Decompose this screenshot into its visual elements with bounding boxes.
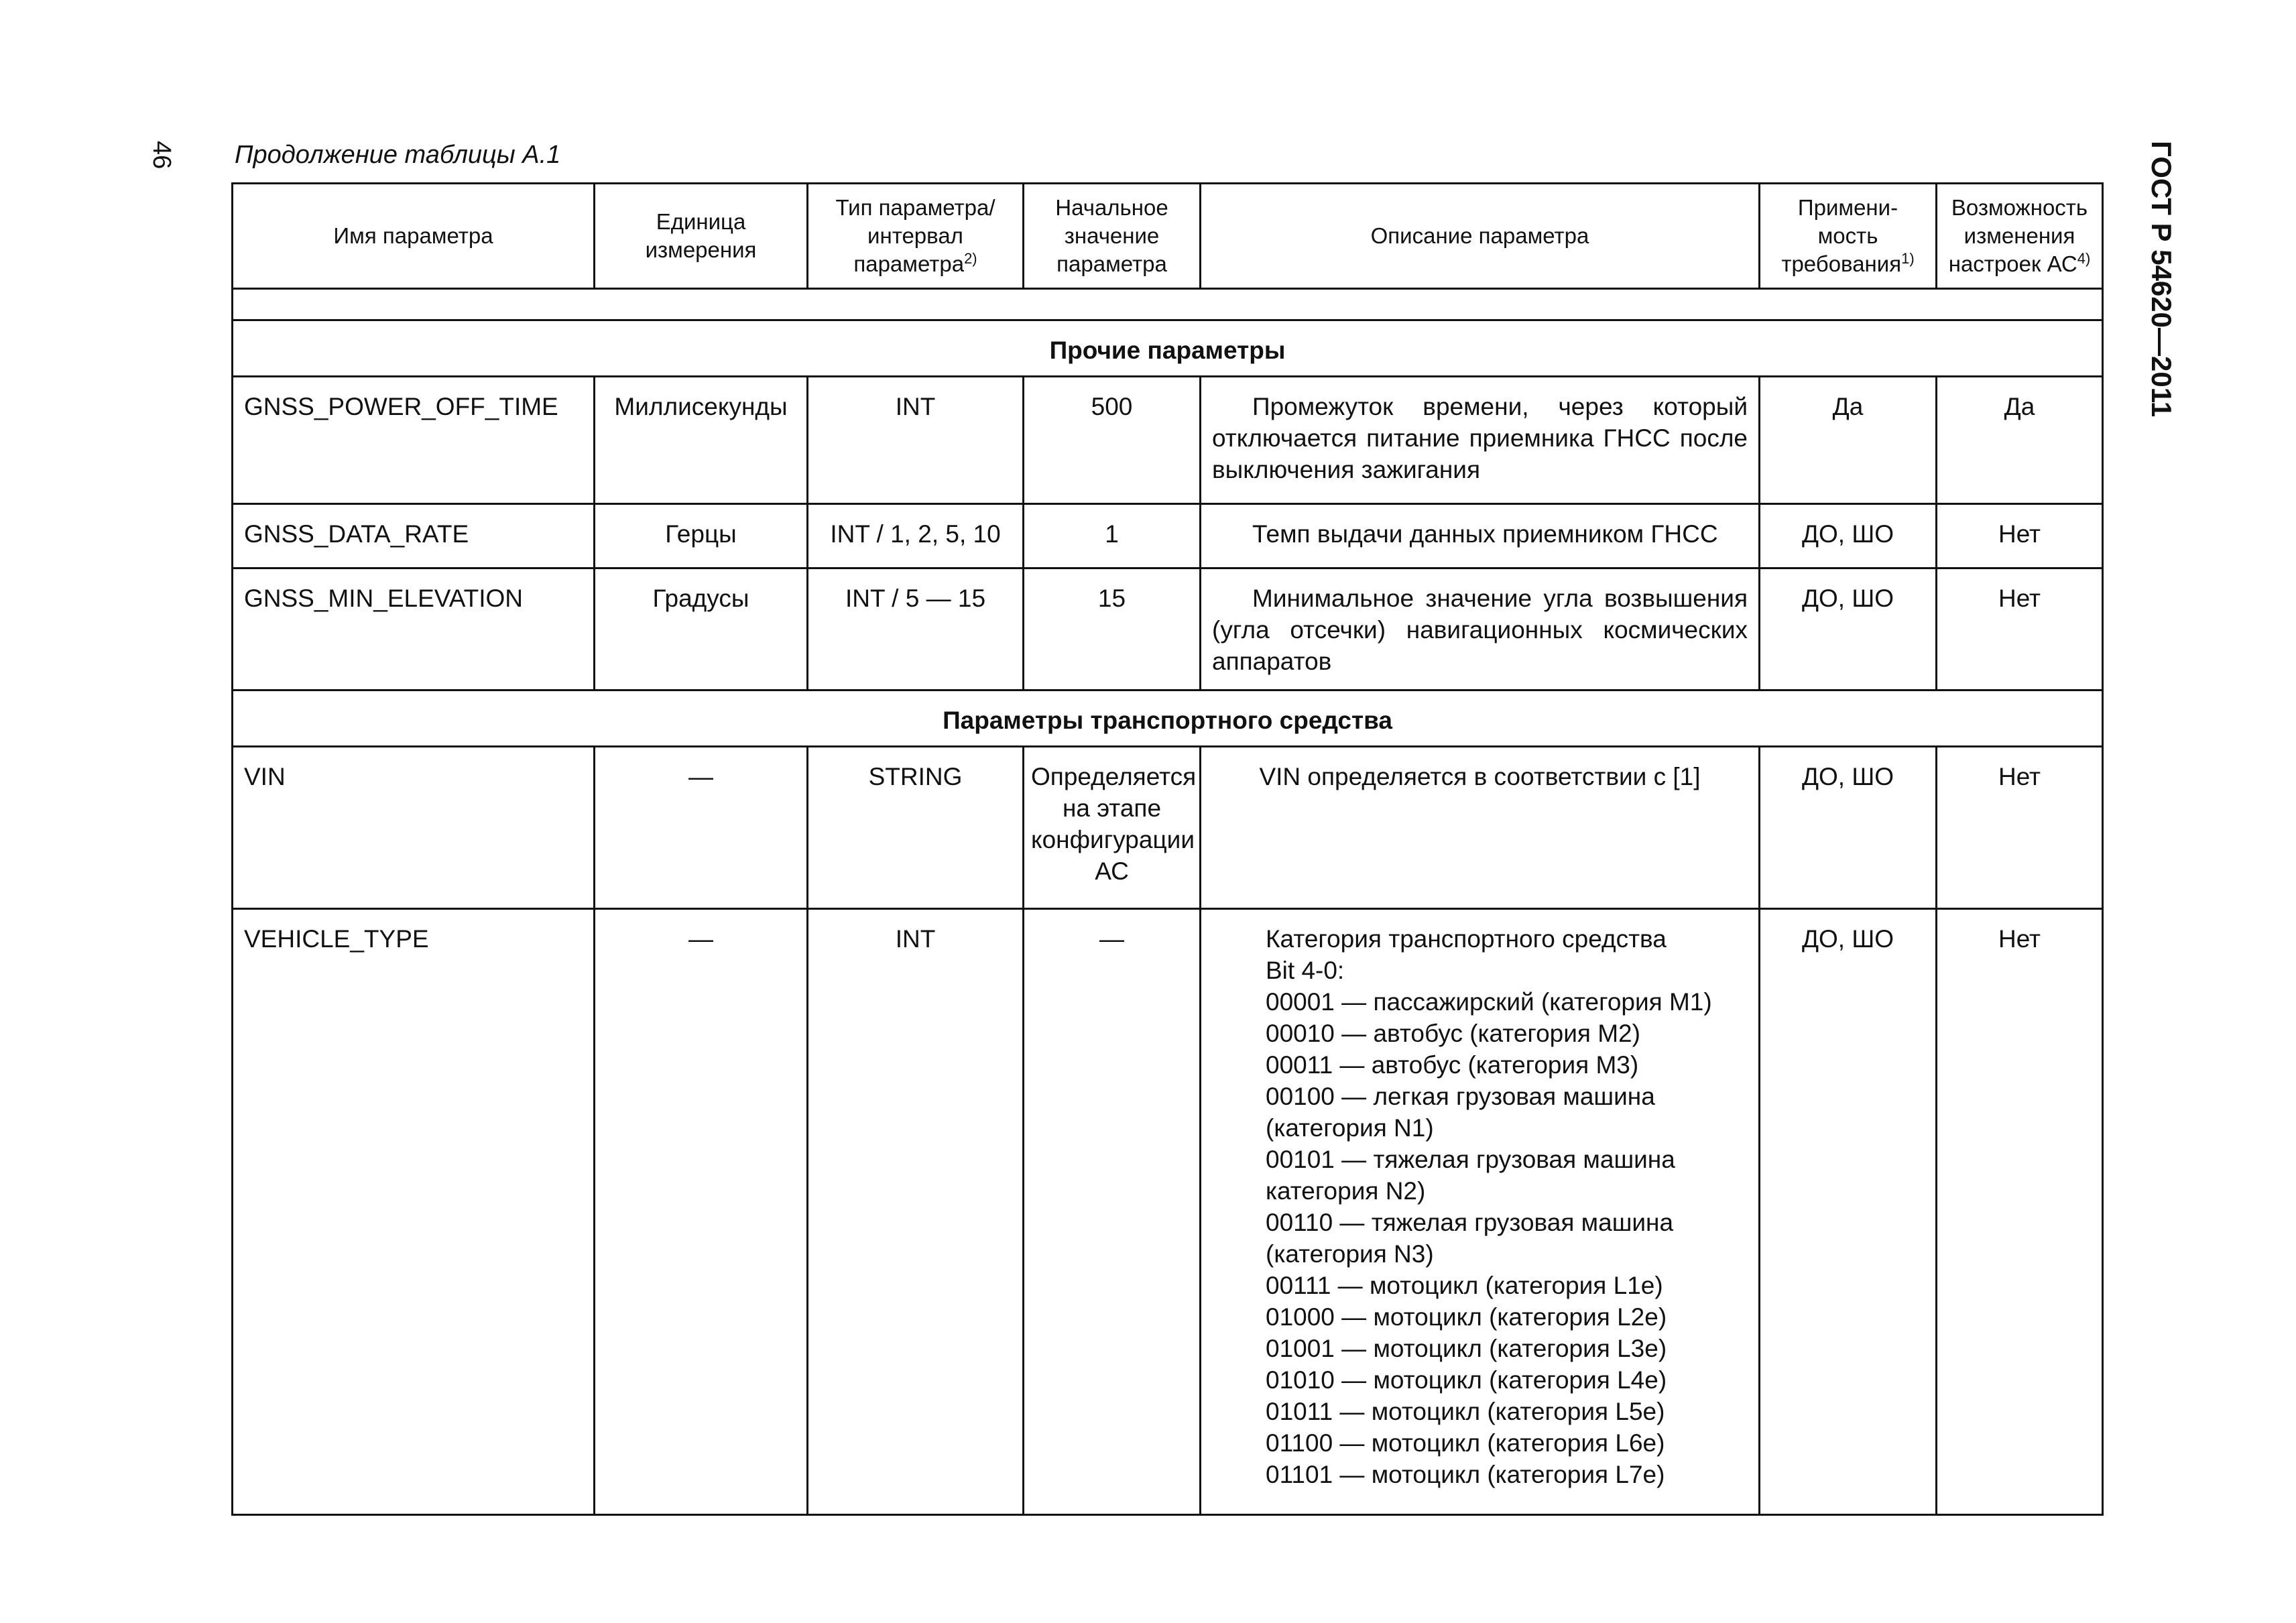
cell-unit: — bbox=[595, 909, 808, 1515]
cell-changeable: Нет bbox=[1937, 909, 2103, 1515]
table-row bbox=[233, 568, 2103, 690]
table-row bbox=[233, 909, 2103, 1515]
cell-changeable: Нет bbox=[1937, 747, 2103, 909]
cell-description: Темп выдачи данных приемником ГНСС bbox=[1201, 504, 1760, 568]
description-line: 00101 — тяжелая грузовая машина категория N2) bbox=[1266, 1146, 1675, 1205]
description-line: 00011 — автобус (категория М3) bbox=[1266, 1051, 1639, 1079]
cell-description: Промежуток времени, через который отключается питание приемника ГНСС после выключения зажигания bbox=[1201, 377, 1760, 504]
header-separator bbox=[233, 289, 2103, 320]
section-row bbox=[233, 690, 2103, 747]
header-description: Описание параметра bbox=[1201, 184, 1760, 289]
header-initial: Начальное значение параметра bbox=[1024, 184, 1201, 289]
parameters-table bbox=[231, 182, 2104, 1516]
description-line: 00001 — пассажирский (категория М1) bbox=[1266, 988, 1712, 1016]
description-line: Категория транспортного средства bbox=[1266, 925, 1667, 953]
cell-applicability: ДО, ШО bbox=[1760, 909, 1937, 1515]
cell-unit: Герцы bbox=[595, 504, 808, 568]
table-row bbox=[233, 747, 2103, 909]
header-name: Имя параметра bbox=[233, 184, 595, 289]
header-unit: Единица измерения bbox=[595, 184, 808, 289]
cell-type: STRING bbox=[808, 747, 1024, 909]
cell-initial: 15 bbox=[1024, 568, 1201, 690]
cell-changeable: Нет bbox=[1937, 504, 2103, 568]
cell-type: INT / 5 — 15 bbox=[808, 568, 1024, 690]
cell-unit: Градусы bbox=[595, 568, 808, 690]
cell-applicability: ДО, ШО bbox=[1760, 568, 1937, 690]
description-line: 00010 — автобус (категория М2) bbox=[1266, 1020, 1640, 1047]
cell-name: VIN bbox=[233, 747, 595, 909]
cell-name: GNSS_POWER_OFF_TIME bbox=[233, 377, 595, 504]
table-caption: Продолжение таблицы А.1 bbox=[235, 141, 561, 169]
header-applicability: Примени- мость требования$^{1)}$ bbox=[1760, 184, 1937, 289]
page-number: 46 bbox=[147, 141, 176, 170]
cell-name: GNSS_MIN_ELEVATION bbox=[233, 568, 595, 690]
table-row bbox=[233, 504, 2103, 568]
description-line: 00110 — тяжелая грузовая машина (категория N3) bbox=[1266, 1209, 1674, 1268]
section-title: Параметры транспортного средства bbox=[233, 690, 2103, 747]
table-row bbox=[233, 377, 2103, 504]
section-row bbox=[233, 320, 2103, 377]
cell-applicability: ДО, ШО bbox=[1760, 747, 1937, 909]
cell-type: INT bbox=[808, 377, 1024, 504]
cell-initial: Определяется на этапе конфигурации АС bbox=[1024, 747, 1201, 909]
cell-applicability: Да bbox=[1760, 377, 1937, 504]
vehicle-type-description bbox=[1212, 923, 1748, 1490]
description-line: 01011 — мотоцикл (категория L5e) bbox=[1266, 1398, 1665, 1425]
cell-unit: Миллисекунды bbox=[595, 377, 808, 504]
cell-description: VIN определяется в соответствии с [1] bbox=[1201, 747, 1760, 909]
description-line: 00111 — мотоцикл (категория L1e) bbox=[1266, 1272, 1663, 1299]
cell-initial: — bbox=[1024, 909, 1201, 1515]
section-title: Прочие параметры bbox=[233, 320, 2103, 377]
description-line: Bit 4-0: bbox=[1266, 957, 1345, 984]
cell-type: INT bbox=[808, 909, 1024, 1515]
cell-description bbox=[1201, 909, 1760, 1515]
description-line: 01101 — мотоцикл (категория L7e) bbox=[1266, 1461, 1665, 1488]
cell-changeable: Да bbox=[1937, 377, 2103, 504]
cell-name: VEHICLE_TYPE bbox=[233, 909, 595, 1515]
description-line: 01100 — мотоцикл (категория L6e) bbox=[1266, 1429, 1665, 1457]
description-line: 01010 — мотоцикл (категория L4e) bbox=[1266, 1366, 1667, 1394]
description-line: 01000 — мотоцикл (категория L2e) bbox=[1266, 1303, 1667, 1331]
cell-unit: — bbox=[595, 747, 808, 909]
description-line: 00100 — легкая грузовая машина (категория N1) bbox=[1266, 1083, 1655, 1142]
header-changeable: Возможность изменения настроек АС$^{4)}$ bbox=[1937, 184, 2103, 289]
table-header bbox=[233, 184, 2103, 289]
cell-description: Минимальное значение угла возвышения (угла отсечки) навигационных космических аппаратов bbox=[1201, 568, 1760, 690]
header-type: Тип параметра/ интервал параметра$^{2)}$ bbox=[808, 184, 1024, 289]
document-code: ГОСТ Р 54620—2011 bbox=[2146, 141, 2177, 418]
cell-applicability: ДО, ШО bbox=[1760, 504, 1937, 568]
cell-changeable: Нет bbox=[1937, 568, 2103, 690]
cell-initial: 1 bbox=[1024, 504, 1201, 568]
cell-initial: 500 bbox=[1024, 377, 1201, 504]
cell-type: INT / 1, 2, 5, 10 bbox=[808, 504, 1024, 568]
cell-name: GNSS_DATA_RATE bbox=[233, 504, 595, 568]
description-line: 01001 — мотоцикл (категория L3e) bbox=[1266, 1335, 1667, 1362]
